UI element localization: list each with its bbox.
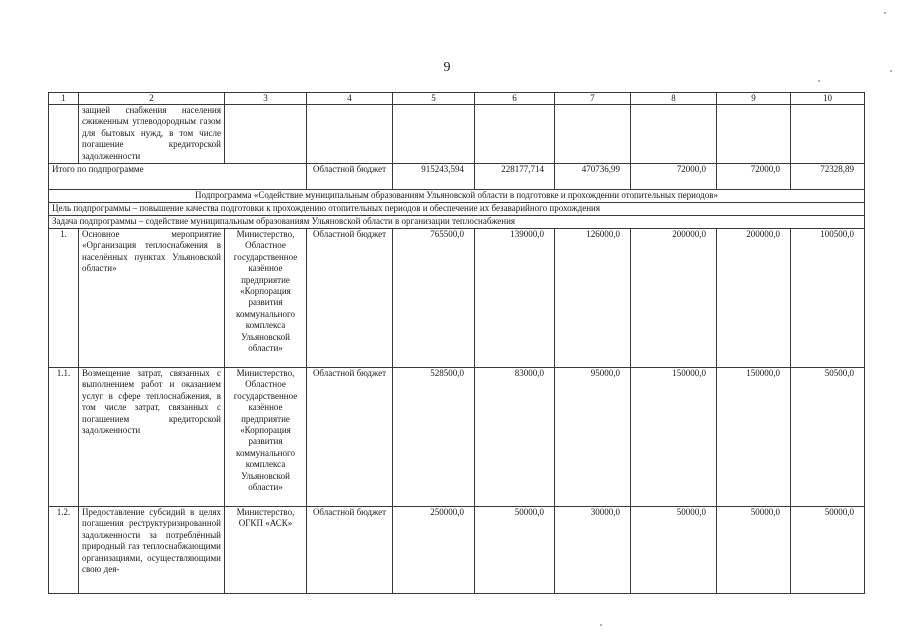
- amount-cell: 200000,0: [717, 229, 791, 368]
- total-source: Областной бюджет: [307, 164, 393, 190]
- row-number: 1.: [49, 229, 79, 368]
- executor: Министерство, Областное государственное казённое предприятие «Корпорация развития коммунального комплекса Ульяновской области»: [225, 368, 307, 507]
- total-value: 915243,594: [393, 164, 475, 190]
- scan-speck: [884, 12, 886, 14]
- table-row: [49, 229, 865, 368]
- table-row: [49, 368, 865, 507]
- total-value: 72000,0: [717, 164, 791, 190]
- amount-cell: 83000,0: [475, 368, 555, 507]
- goal-row: [49, 203, 865, 216]
- scan-speck: [818, 80, 820, 82]
- amount-cell: 126000,0: [555, 229, 631, 368]
- amount-cell: 100500,0: [791, 229, 865, 368]
- header-cell: 3: [225, 93, 307, 105]
- header-cell: 8: [631, 93, 717, 105]
- row-number: 1.1.: [49, 368, 79, 507]
- amount-cell: 150000,0: [631, 368, 717, 507]
- executor: Министерство, Областное государственное казённое предприятие «Корпорация развития коммунального комплекса Ульяновской области»: [225, 229, 307, 368]
- amount-cell: 50500,0: [791, 368, 865, 507]
- continuation-text: защией снабжения населения сжиженным углеводородным газом для бытовых нужд, в том числе погашение кредиторской задолженности: [79, 105, 225, 164]
- scan-speck: [600, 624, 602, 626]
- header-cell: 7: [555, 93, 631, 105]
- amount-cell: 50000,0: [717, 507, 791, 594]
- amount-cell: 765500,0: [393, 229, 475, 368]
- header-cell: 9: [717, 93, 791, 105]
- amount-cell: 528500,0: [393, 368, 475, 507]
- amount-cell: 30000,0: [555, 507, 631, 594]
- total-value: 470736,99: [555, 164, 631, 190]
- executor: Министерство, ОГКП «АСК»: [225, 507, 307, 594]
- subprogram-goal: Цель подпрограммы – повышение качества подготовки к прохождению отопительных периодов и обеспечение их безаварийного прохождения: [49, 203, 865, 216]
- total-value: 228177,714: [475, 164, 555, 190]
- amount-cell: 50000,0: [631, 507, 717, 594]
- amount-cell: 139000,0: [475, 229, 555, 368]
- amount-cell: 50000,0: [475, 507, 555, 594]
- header-cell: 10: [791, 93, 865, 105]
- amount-cell: 95000,0: [555, 368, 631, 507]
- scan-speck: [890, 70, 892, 72]
- funding-source: Областной бюджет: [307, 368, 393, 507]
- total-value: 72328,89: [791, 164, 865, 190]
- row-number: 1.2.: [49, 507, 79, 594]
- header-cell: 4: [307, 93, 393, 105]
- page-number: 9: [443, 60, 451, 75]
- funding-source: Областной бюджет: [307, 229, 393, 368]
- total-value: 72000,0: [631, 164, 717, 190]
- total-row: [49, 164, 865, 190]
- amount-cell: 50000,0: [791, 507, 865, 594]
- budget-table: [48, 92, 865, 594]
- task-row: [49, 216, 865, 229]
- amount-cell: 250000,0: [393, 507, 475, 594]
- header-cell: 2: [79, 93, 225, 105]
- funding-source: Областной бюджет: [307, 507, 393, 594]
- header-cell: 1: [49, 93, 79, 105]
- subprogram-task: Задача подпрограммы – содействие муниципальным образованиям Ульяновской области в организации теплоснабжения: [49, 216, 865, 229]
- total-label: Итого по подпрограмме: [49, 164, 307, 190]
- table-row: [49, 507, 865, 594]
- continuation-row: [49, 105, 865, 164]
- header-cell: 6: [475, 93, 555, 105]
- header-row: [49, 93, 865, 105]
- header-cell: 5: [393, 93, 475, 105]
- activity-name: Возмещение затрат, связанных с выполнением работ и оказанием услуг в сфере теплоснабжения, в том числе затрат, связанных с погашением кредиторской задолженности: [79, 368, 225, 507]
- activity-name: Предоставление субсидий в целях погашения реструктуризированной задолженности за потреблённый природный газ теплоснабжающими организациями, осуществляющими свою дея-: [79, 507, 225, 594]
- subprogram-title-row: [49, 190, 865, 203]
- amount-cell: 150000,0: [717, 368, 791, 507]
- subprogram-title: Подпрограмма «Содействие муниципальным образованиям Ульяновской области в подготовке и прохождении отопительных периодов»: [49, 190, 865, 203]
- activity-name: Основное мероприятие «Организация теплоснабжения в населённых пунктах Ульяновской области»: [79, 229, 225, 368]
- amount-cell: 200000,0: [631, 229, 717, 368]
